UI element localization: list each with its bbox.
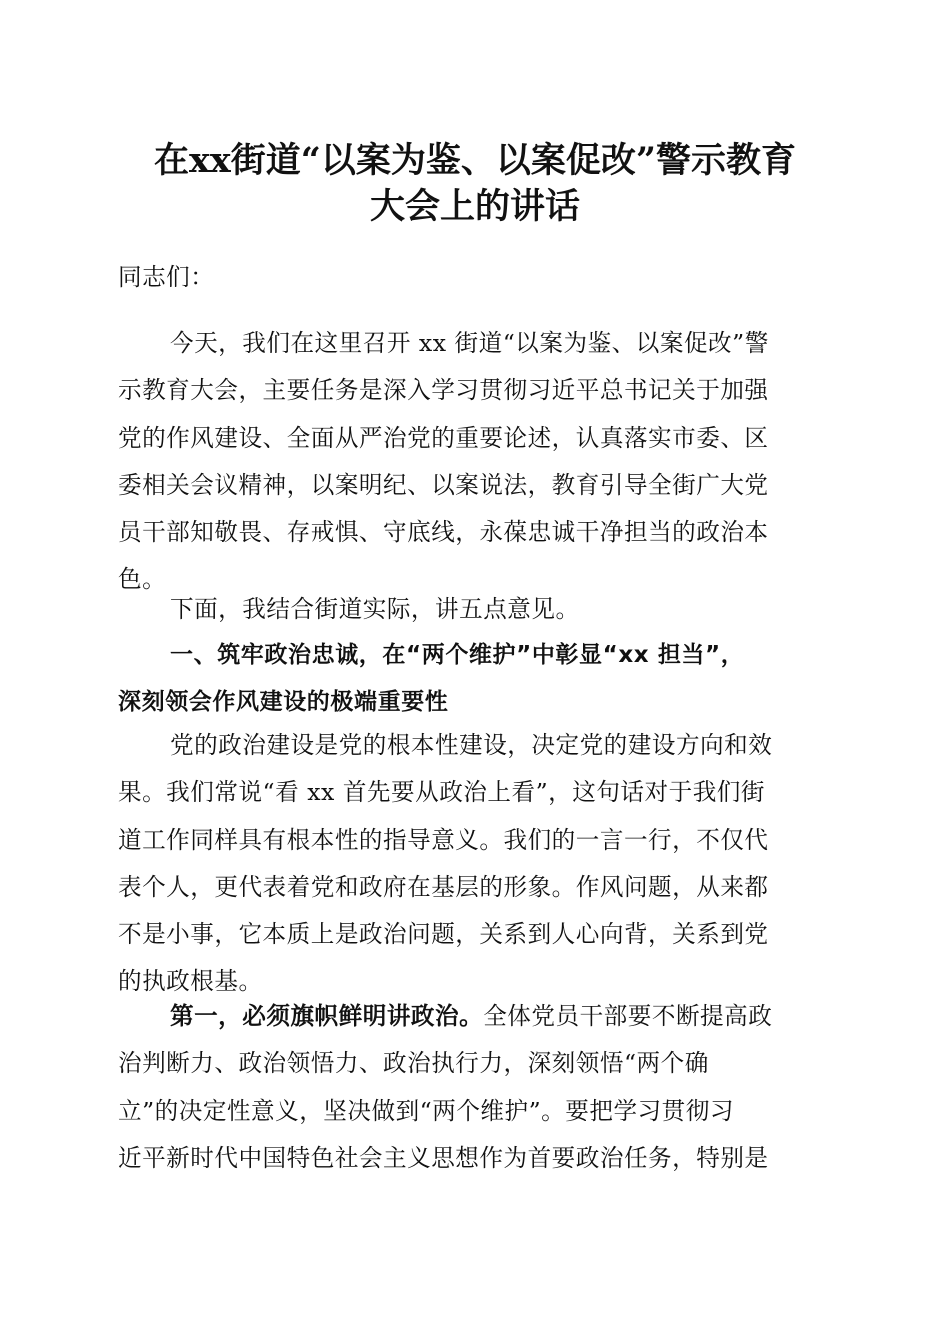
paragraph-line: 不是小事，它本质上是政治问题，关系到人心向背，关系到党 [118, 920, 769, 949]
paragraph-line: 近平新时代中国特色社会主义思想作为首要政治任务，特别是 [118, 1143, 769, 1172]
heading-line: 深刻领会作风建设的极端重要性 [118, 689, 449, 716]
paragraph-opening [118, 320, 826, 604]
paragraph-line: 示教育大会，主要任务是深入学习贯彻习近平总书记关于加强 [118, 376, 769, 405]
paragraph-line: 党的政治建设是党的根本性建设，决定党的建设方向和效 [170, 731, 773, 759]
paragraph-line: 今天，我们在这里召开 xx 街道“以案为鉴、以案促改”警 [170, 329, 769, 357]
document-title-line-1: 在xx街道“以案为鉴、以案促改”警示教育 [154, 140, 796, 181]
paragraph-line: 治判断力、政治领悟力、政治执行力，深刻领悟“两个确 [118, 1049, 709, 1078]
paragraph-outline [118, 586, 826, 633]
paragraph-first-point [118, 993, 826, 1182]
paragraph-line: 色。 [118, 565, 167, 594]
document-title-line-2: 大会上的讲话 [369, 186, 580, 227]
paragraph-political-building [118, 722, 826, 1006]
paragraph-line: 党的作风建设、全面从严治党的重要论述，认真落实市委、区 [118, 423, 769, 452]
paragraph-line: 员干部知敬畏、存戒惧、守底线，永葆忠诚干净担当的政治本 [118, 518, 769, 547]
section-heading-1 [118, 632, 826, 727]
paragraph-line: 果。我们常说“看 xx 首先要从政治上看”，这句话对于我们街 [118, 778, 765, 807]
point-lead: 第一，必须旗帜鲜明讲政治。 [170, 1002, 484, 1030]
paragraph-line: 立”的决定性意义，坚决做到“两个维护”。要把学习贯彻习 [118, 1096, 734, 1125]
paragraph-line: 下面，我结合街道实际，讲五点意见。 [170, 595, 580, 623]
paragraph-line: 表个人，更代表着党和政府在基层的形象。作风问题，从来都 [118, 872, 769, 901]
paragraph-line: 委相关会议精神，以案明纪、以案说法，教育引导全街广大党 [118, 470, 769, 499]
paragraph-line: 的执政根基。 [118, 967, 263, 996]
salutation [118, 254, 826, 301]
paragraph-line: 道工作同样具有根本性的指导意义。我们的一言一行，不仅代 [118, 825, 769, 854]
heading-line: 一、筑牢政治忠诚，在“两个维护”中彰显“xx 担当”， [170, 642, 745, 668]
paragraph-line-first [118, 993, 826, 1040]
salutation-text: 同志们： [118, 263, 215, 291]
point-rest: 全体党员干部要不断提高政 [483, 1002, 773, 1030]
